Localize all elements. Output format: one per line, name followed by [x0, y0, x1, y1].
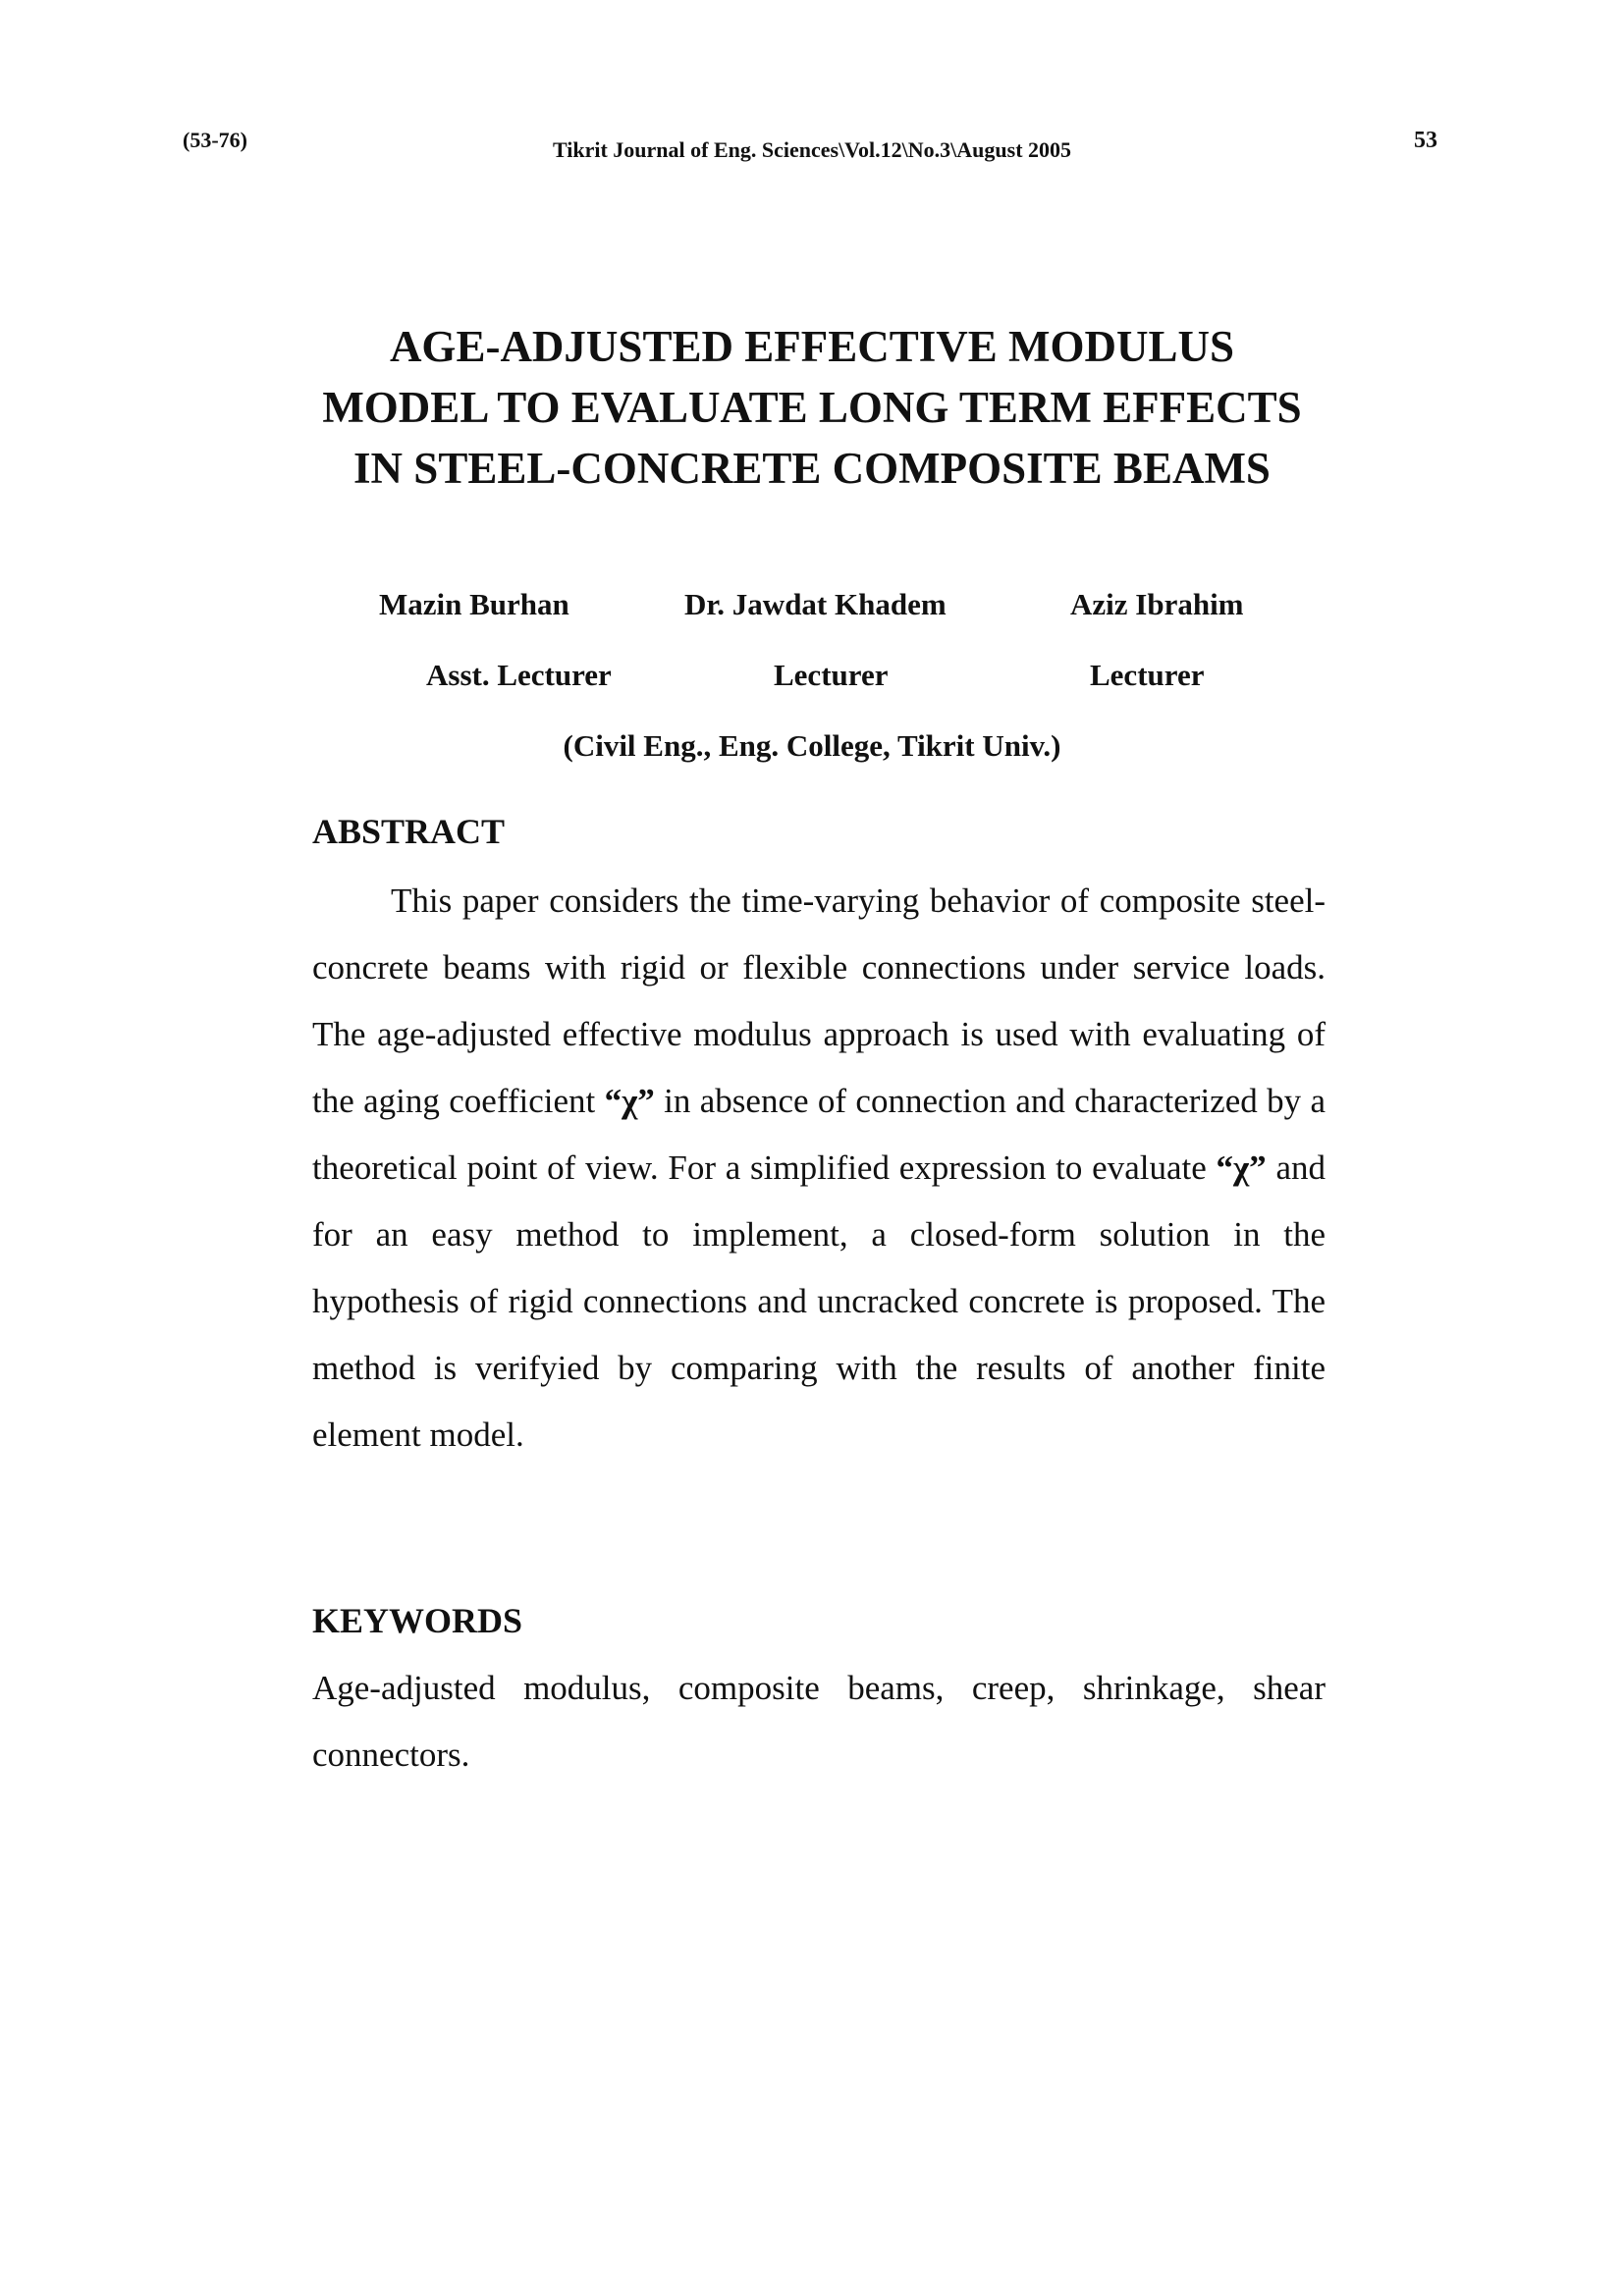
- keywords-heading: KEYWORDS: [312, 1601, 523, 1640]
- paper-title: [0, 316, 1624, 499]
- abstract-heading: ABSTRACT: [312, 812, 506, 851]
- author-name: Dr. Jawdat Khadem: [684, 587, 947, 621]
- author-position: Lecturer: [1090, 658, 1205, 692]
- title-line: AGE-ADJUSTED EFFECTIVE MODULUS: [389, 322, 1235, 371]
- page-range: (53-76): [183, 128, 247, 152]
- affiliation: (Civil Eng., Eng. College, Tikrit Univ.): [563, 728, 1061, 763]
- keywords-list: Age-adjusted modulus, composite beams, creep, shrinkage, shear connectors.: [312, 1669, 1326, 1774]
- chi-symbol: “χ”: [1216, 1148, 1267, 1187]
- author-position: Asst. Lecturer: [426, 658, 612, 692]
- title-line: MODEL TO EVALUATE LONG TERM EFFECTS: [322, 383, 1302, 432]
- author-name: Mazin Burhan: [379, 587, 569, 621]
- abstract-text-part: and for an easy method to implement, a closed-form solution in the hypothesis of rigid connections and uncracked concrete is proposed. The method is verifyied by comparing with the results of another finite element model.: [312, 1148, 1326, 1454]
- chi-symbol: “χ”: [604, 1082, 655, 1120]
- author-position: Lecturer: [774, 658, 889, 692]
- title-line: IN STEEL-CONCRETE COMPOSITE BEAMS: [353, 444, 1271, 493]
- abstract-body: [312, 868, 1326, 1468]
- abstract-text-part: in absence of connection and characterized by a theoretical point of view. For a simplified expression to evaluate: [312, 1082, 1326, 1187]
- journal-header: Tikrit Journal of Eng. Sciences\Vol.12\No.3\August 2005: [552, 137, 1072, 162]
- author-name: Aziz Ibrahim: [1070, 587, 1244, 621]
- keywords-body: [312, 1655, 1326, 1789]
- abstract-paragraph: [312, 868, 1326, 1468]
- page-number: 53: [1414, 128, 1437, 153]
- abstract-text-part: This paper considers the time-varying behavior of composite steel-concrete beams with rigid or flexible connections under service loads. The age-adjusted effective modulus approach is used with evaluating of the aging coefficient: [312, 881, 1326, 1120]
